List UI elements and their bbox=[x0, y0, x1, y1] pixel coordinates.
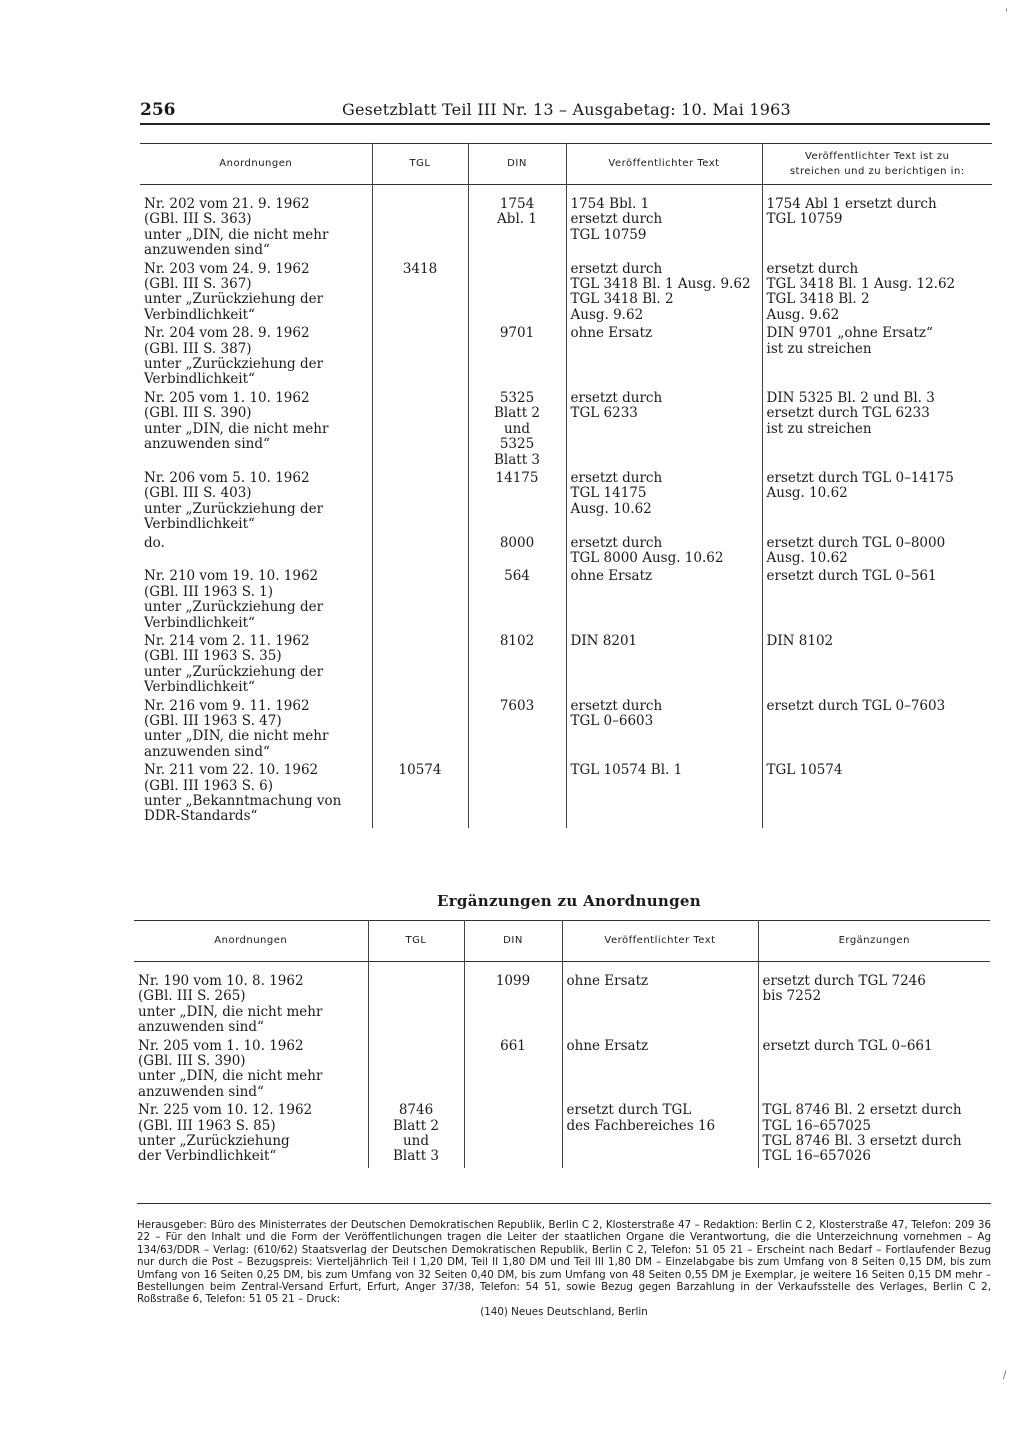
table-cell: ersetzt durch TGL 14175 Ausg. 10.62 bbox=[566, 471, 762, 536]
table-cell: ersetzt durch TGL 0–7603 bbox=[762, 699, 992, 764]
table-cell: 1754 Abl 1 ersetzt durch TGL 10759 bbox=[762, 185, 992, 262]
table-cell bbox=[468, 763, 566, 828]
table-cell bbox=[372, 536, 468, 570]
section-title: Ergänzungen zu Anordnungen bbox=[437, 892, 701, 910]
footer-rule bbox=[137, 1203, 991, 1204]
table-cell: 661 bbox=[464, 1039, 562, 1104]
table-ergaenzungen bbox=[134, 920, 990, 1168]
column-header: DIN bbox=[464, 921, 562, 962]
table-row bbox=[134, 962, 990, 1039]
table-cell: ersetzt durch TGL 0–561 bbox=[762, 569, 992, 634]
table-row bbox=[140, 262, 992, 327]
table-cell: ersetzt durch TGL 0–14175 Ausg. 10.62 bbox=[762, 471, 992, 536]
table-cell: Nr. 210 vom 19. 10. 1962 (GBl. III 1963 S. 1) unter „Zurückziehung der Verbindlichkeit“ bbox=[144, 568, 324, 631]
table-cell: Nr. 205 vom 1. 10. 1962 (GBl. III S. 390) unter „DIN, die nicht mehr anzuwenden sind“ bbox=[144, 389, 329, 453]
margin-mark: / bbox=[1003, 1370, 1007, 1381]
table-row bbox=[134, 1103, 990, 1168]
table-cell: ersetzt durch TGL 7246 bis 7252 bbox=[758, 962, 990, 1039]
table-cell: Nr. 225 vom 10. 12. 1962 (GBl. III 1963 S. 85) unter „Zurückziehung der Verbindlichkeit“ bbox=[138, 1102, 313, 1165]
column-header: Veröffentlichter Text bbox=[566, 144, 762, 185]
table-cell bbox=[372, 185, 468, 262]
table-cell: 1754 Bbl. 1 ersetzt durch TGL 10759 bbox=[566, 185, 762, 262]
table-cell: Nr. 204 vom 28. 9. 1962 (GBl. III S. 387) unter „Zurückziehung der Verbindlichkeit“ bbox=[144, 325, 324, 388]
table-cell: 9701 bbox=[468, 326, 566, 391]
table-cell: Nr. 202 vom 21. 9. 1962 (GBl. III S. 363) unter „DIN, die nicht mehr anzuwenden sind“ bbox=[144, 196, 329, 259]
table-cell bbox=[372, 699, 468, 764]
header-rule bbox=[140, 123, 990, 125]
table-cell: DIN 8201 bbox=[566, 634, 762, 699]
footer-text: Herausgeber: Büro des Ministerrates der Deutschen Demokratischen Republik, Berlin C 2, Klosterstraße 47 – Redaktion: Berlin C 2, Klosterstraße 47, Telefon: 209 36 22 – Für den Inhalt und die Form der Veröffentlichungen tragen die Leiter der staatlichen Organe die Verantwortung, die die Unterzeichnung vornehmen – Ag 134/63/DDR – Verlag: (610/62) Staatsverlag der Deutschen Demokratischen Republik, Berlin C 2, Telefon: 51 05 21 – Erscheint nach Bedarf – Fortlaufender Bezug nur durch die Post – Bezugspreis: Vierteljährlich Teil I 1,20 DM, Teil II 1,80 DM und Teil III 1,80 DM – Einzelabgabe bis zum Umfang von 8 Seiten 0,15 DM, bis zum Umfang von 16 Seiten 0,25 DM, bis zum Umfang von 32 Seiten 0,40 DM, bis zum Umfang von 48 Seiten 0,55 DM je Exemplar, je weitere 16 Seiten 0,15 DM mehr – Bestellungen beim Zentral-Versand Erfurt, Erfurt, Anger 37/38, Telefon: 54 51, sowie Bezug gegen Barzahlung in der Verkaufsstelle des Verlages, Berlin C 2, Roßstraße 6, Telefon: 51 05 21 – Druck: bbox=[137, 1219, 991, 1306]
table-cell: Nr. 216 vom 9. 11. 1962 (GBl. III 1963 S. 47) unter „DIN, die nicht mehr anzuwenden sind“ bbox=[144, 697, 329, 760]
publisher-footer bbox=[137, 1219, 991, 1318]
table-cell: Nr. 206 vom 5. 10. 1962 (GBl. III S. 403) unter „Zurückziehung der Verbindlichkeit“ bbox=[144, 469, 324, 533]
table-cell: 7603 bbox=[468, 699, 566, 764]
table-cell: DIN 5325 Bl. 2 und Bl. 3 ersetzt durch TGL 6233 ist zu streichen bbox=[762, 391, 992, 471]
table-row bbox=[140, 569, 992, 634]
table-cell: 8102 bbox=[468, 634, 566, 699]
table-row bbox=[140, 634, 992, 699]
table-cell: ersetzt durch TGL des Fachbereiches 16 bbox=[562, 1103, 758, 1168]
margin-mark: ' bbox=[1005, 8, 1008, 19]
table-row bbox=[140, 326, 992, 391]
table-cell: ersetzt durch TGL 0–661 bbox=[758, 1039, 990, 1104]
column-header: Anordnungen bbox=[140, 144, 372, 185]
table-cell: 1099 bbox=[464, 962, 562, 1039]
table-cell: ersetzt durch TGL 3418 Bl. 1 Ausg. 9.62 TGL 3418 Bl. 2 Ausg. 9.62 bbox=[566, 262, 762, 327]
table-header-row bbox=[134, 921, 990, 962]
table-cell bbox=[372, 471, 468, 536]
table-cell: 14175 bbox=[468, 471, 566, 536]
table-cell: 564 bbox=[468, 569, 566, 634]
table-cell: TGL 10574 Bl. 1 bbox=[566, 763, 762, 828]
table-row bbox=[140, 185, 992, 262]
table-cell: TGL 8746 Bl. 2 ersetzt durch TGL 16–657025 TGL 8746 Bl. 3 ersetzt durch TGL 16–657026 bbox=[758, 1103, 990, 1168]
table-cell: 5325 Blatt 2 und 5325 Blatt 3 bbox=[468, 391, 566, 471]
table-cell: ohne Ersatz bbox=[562, 962, 758, 1039]
table-anordnungen bbox=[140, 143, 992, 828]
table-cell: ohne Ersatz bbox=[566, 569, 762, 634]
table-cell: DIN 8102 bbox=[762, 634, 992, 699]
column-header: DIN bbox=[468, 144, 566, 185]
table-row bbox=[140, 391, 992, 471]
table-cell bbox=[372, 634, 468, 699]
table-cell: DIN 9701 „ohne Ersatz“ ist zu streichen bbox=[762, 326, 992, 391]
table-row bbox=[140, 763, 992, 828]
table-cell bbox=[464, 1103, 562, 1168]
table-cell: 3418 bbox=[372, 262, 468, 327]
table-cell bbox=[372, 326, 468, 391]
table-cell: ersetzt durch TGL 0–6603 bbox=[566, 699, 762, 764]
table-cell: 10574 bbox=[372, 763, 468, 828]
table-cell bbox=[368, 1039, 464, 1104]
table-row bbox=[134, 1039, 990, 1104]
column-header: TGL bbox=[368, 921, 464, 962]
column-header: Veröffentlichter Text bbox=[562, 921, 758, 962]
table-cell bbox=[368, 962, 464, 1039]
page-number: 256 bbox=[140, 100, 176, 120]
table-cell: ersetzt durch TGL 8000 Ausg. 10.62 bbox=[566, 536, 762, 570]
table-cell: Nr. 190 vom 10. 8. 1962 (GBl. III S. 265) unter „DIN, die nicht mehr anzuwenden sind“ bbox=[138, 973, 323, 1036]
column-header: Ergänzungen bbox=[758, 921, 990, 962]
table-cell bbox=[468, 262, 566, 327]
table-cell: ersetzt durch TGL 6233 bbox=[566, 391, 762, 471]
table-cell: TGL 10574 bbox=[762, 763, 992, 828]
table-row bbox=[140, 699, 992, 764]
table-row bbox=[140, 536, 992, 570]
table-cell: do. bbox=[144, 534, 165, 551]
table-cell: Nr. 211 vom 22. 10. 1962 (GBl. III 1963 S. 6) unter „Bekanntmachung von DDR-Standards“ bbox=[144, 762, 342, 825]
column-header: Veröffentlichter Text ist zu streichen und zu berichtigen in: bbox=[762, 144, 992, 185]
table-cell: ersetzt durch TGL 0–8000 Ausg. 10.62 bbox=[762, 536, 992, 570]
table-cell: ohne Ersatz bbox=[562, 1039, 758, 1104]
table-cell: 8000 bbox=[468, 536, 566, 570]
column-header: Anordnungen bbox=[134, 921, 368, 962]
column-header: TGL bbox=[372, 144, 468, 185]
table-cell bbox=[372, 391, 468, 471]
table-row bbox=[140, 471, 992, 536]
table-cell: Nr. 205 vom 1. 10. 1962 (GBl. III S. 390) unter „DIN, die nicht mehr anzuwenden sind“ bbox=[138, 1037, 323, 1100]
table-cell bbox=[372, 569, 468, 634]
table-cell: Nr. 214 vom 2. 11. 1962 (GBl. III 1963 S. 35) unter „Zurückziehung der Verbindlichkeit“ bbox=[144, 632, 324, 696]
table-cell: Nr. 203 vom 24. 9. 1962 (GBl. III S. 367) unter „Zurückziehung der Verbindlichkeit“ bbox=[144, 260, 324, 323]
table-header-row bbox=[140, 144, 992, 185]
page-header-title: Gesetzblatt Teil III Nr. 13 – Ausgabetag: 10. Mai 1963 bbox=[342, 100, 791, 119]
table-cell: ohne Ersatz bbox=[566, 326, 762, 391]
table-cell: 8746 Blatt 2 und Blatt 3 bbox=[368, 1103, 464, 1168]
table-cell: ersetzt durch TGL 3418 Bl. 1 Ausg. 12.62 TGL 3418 Bl. 2 Ausg. 9.62 bbox=[762, 262, 992, 327]
table-cell: 1754 Abl. 1 bbox=[468, 185, 566, 262]
footer-imprint: (140) Neues Deutschland, Berlin bbox=[480, 1305, 648, 1318]
